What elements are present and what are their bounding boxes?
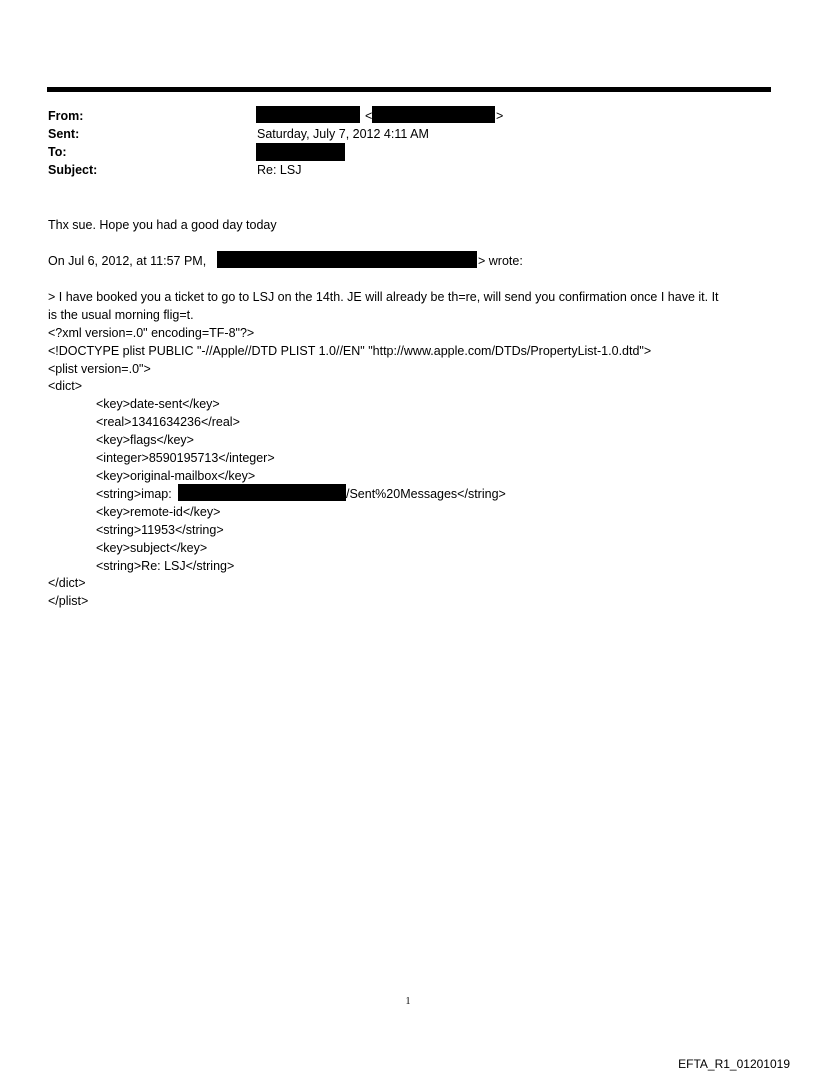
to-label: To: xyxy=(48,145,67,159)
quote-sender-redaction xyxy=(217,251,477,268)
dict-line: <key>subject</key> xyxy=(96,541,208,555)
plist-close: </plist> xyxy=(48,594,89,608)
dict-line: <key>original-mailbox</key> xyxy=(96,469,256,483)
imap-account-redaction xyxy=(178,484,346,501)
sent-label: Sent: xyxy=(48,127,80,141)
imap-prefix: <string>imap: xyxy=(96,487,172,501)
subject-value: Re: LSJ xyxy=(257,163,302,177)
sent-value: Saturday, July 7, 2012 4:11 AM xyxy=(257,127,429,141)
bates-number: EFTA_R1_01201019 xyxy=(678,1057,790,1071)
header-rule xyxy=(47,87,771,92)
reply-text: Thx sue. Hope you had a good day today xyxy=(48,218,277,232)
quote-intro-suffix: > wrote: xyxy=(478,254,523,268)
dict-line: <string>11953</string> xyxy=(96,523,224,537)
plist-open: <plist version=.0"> xyxy=(48,362,151,376)
from-open-bracket: < xyxy=(365,109,373,123)
imap-suffix: /Sent%20Messages</string> xyxy=(346,487,506,501)
xml-declaration: <?xml version=.0" encoding=TF-8"?> xyxy=(48,326,255,340)
quoted-line-1: > I have booked you a ticket to go to LSJ on the 14th. JE will already be th=re, will send you confirmation once I have it. It xyxy=(48,290,719,304)
dict-line: <integer>8590195713</integer> xyxy=(96,451,275,465)
from-close-bracket: > xyxy=(496,109,504,123)
from-email-redaction xyxy=(372,106,495,123)
from-label: From: xyxy=(48,109,84,123)
dict-open: <dict> xyxy=(48,379,83,393)
dict-line: <string>Re: LSJ</string> xyxy=(96,559,235,573)
dict-line: <real>1341634236</real> xyxy=(96,415,240,429)
quoted-line-2: is the usual morning flig=t. xyxy=(48,308,194,322)
to-redaction xyxy=(256,143,345,161)
doctype-line: <!DOCTYPE plist PUBLIC "-//Apple//DTD PLIST 1.0//EN" "http://www.apple.com/DTDs/PropertyList-1.0.dtd"> xyxy=(48,344,652,358)
quote-intro-prefix: On Jul 6, 2012, at 11:57 PM, xyxy=(48,254,207,268)
page-number: 1 xyxy=(405,996,411,1007)
dict-line: <key>remote-id</key> xyxy=(96,505,221,519)
dict-line: <key>flags</key> xyxy=(96,433,194,447)
dict-close: </dict> xyxy=(48,576,86,590)
subject-label: Subject: xyxy=(48,163,98,177)
from-name-redaction xyxy=(256,106,360,123)
dict-line: <key>date-sent</key> xyxy=(96,397,220,411)
